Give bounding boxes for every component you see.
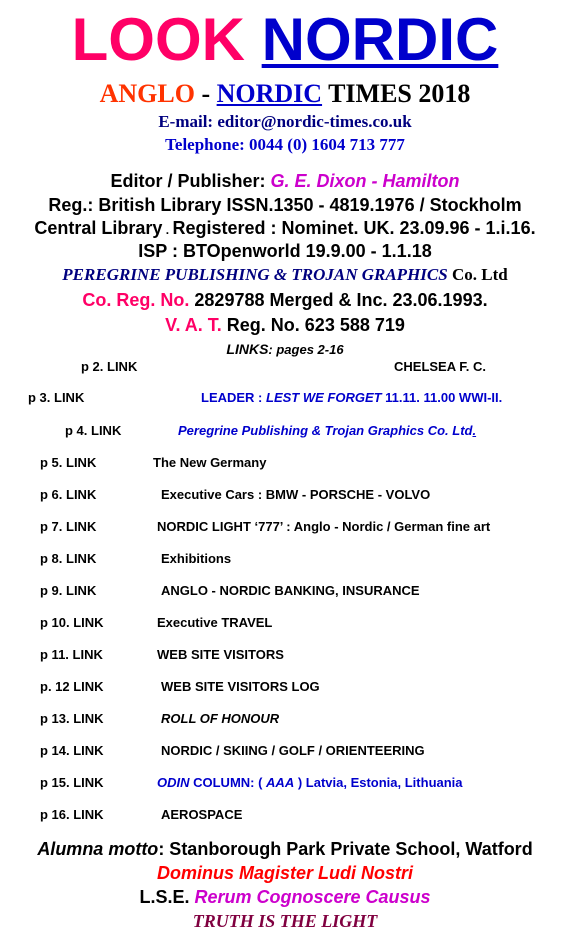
central-library-line [0, 217, 570, 241]
link-page-13[interactable]: p 13. LINK [40, 711, 104, 726]
editor-name: G. E. Dixon - Hamilton [270, 171, 460, 191]
central-library-dot: . [162, 223, 173, 237]
odin-column-text: COLUMN: ( [189, 775, 267, 790]
link-desc-visitors[interactable]: WEB SITE VISITORS [157, 647, 284, 662]
masthead-subtitle [0, 79, 570, 109]
link-desc-banking[interactable]: ANGLO - NORDIC BANKING, INSURANCE [161, 583, 420, 598]
vat-line [0, 314, 570, 336]
link-page-9[interactable]: p 9. LINK [40, 583, 97, 598]
email-line [0, 112, 570, 132]
link-desc-nordic-light[interactable]: NORDIC LIGHT ‘777’ : Anglo - Nordic / German fine art [157, 519, 491, 534]
masthead-title [0, 6, 570, 74]
subtitle-anglo: ANGLO [99, 79, 195, 108]
link-page-11[interactable]: p 11. LINK [40, 647, 103, 662]
publishing-line [0, 264, 570, 286]
subtitle-dash: - [194, 79, 217, 108]
leader-date: 11.11. 11.00 WWI-II. [381, 390, 503, 405]
link-desc-roll-of-honour[interactable]: ROLL OF HONOUR [161, 711, 280, 726]
odin-label: ODIN [157, 775, 190, 790]
lest-we-forget: LEST WE FORGET [266, 390, 382, 405]
isp-line: ISP : BTOpenworld 19.9.00 - 1.1.18 [138, 241, 432, 261]
link-desc-peregrine[interactable] [178, 423, 476, 438]
link-page-10[interactable]: p 10. LINK [40, 615, 104, 630]
links-label: LINKS [226, 341, 269, 357]
subtitle-rest: TIMES 2018 [322, 79, 471, 108]
lse-motto: Rerum Cognoscere Causus [194, 887, 431, 907]
link-page-2[interactable]: p 2. LINK [81, 359, 138, 374]
link-page-12[interactable]: p. 12 LINK [40, 679, 104, 694]
lse-line [0, 886, 570, 908]
links-pages: : pages 2-16 [268, 342, 344, 357]
link-page-14[interactable]: p 14. LINK [40, 743, 104, 758]
truth-line: TRUTH IS THE LIGHT [192, 911, 378, 931]
company-reg-value: 2829788 Merged & Inc. 23.06.1993. [189, 290, 488, 310]
link-desc-new-germany[interactable]: The New Germany [153, 455, 267, 470]
publishing-suffix: Co. Ltd [447, 265, 508, 284]
link-desc-skiing[interactable]: NORDIC / SKIING / GOLF / ORIENTEERING [161, 743, 425, 758]
vat-value: Reg. No. 623 588 719 [221, 315, 405, 335]
alumna-motto-value: : Stanborough Park Private School, Watford [158, 839, 533, 859]
editor-line [0, 170, 570, 192]
link-page-15[interactable]: p 15. LINK [40, 775, 104, 790]
link-desc-visitors-log[interactable]: WEB SITE VISITORS LOG [161, 679, 320, 694]
central-library-label: Central Library [34, 218, 163, 238]
email-label: E-mail: [158, 112, 218, 131]
link-page-8[interactable]: p 8. LINK [40, 551, 97, 566]
link-page-7[interactable]: p 7. LINK [40, 519, 97, 534]
link-page-3[interactable]: p 3. LINK [28, 390, 85, 405]
telephone-line: Telephone: 0044 (0) 1604 713 777 [165, 135, 405, 154]
editor-label: Editor / Publisher: [110, 171, 271, 191]
link-desc-executive-cars[interactable]: Executive Cars : BMW - PORSCHE - VOLVO [161, 487, 431, 502]
alumna-motto-line [0, 838, 570, 860]
company-reg-line [0, 289, 570, 311]
odin-aaa: AAA [266, 775, 295, 790]
nominet-registration: Registered : Nominet. UK. 23.09.96 - 1.i.16. [172, 218, 536, 238]
link-desc-travel[interactable]: Executive TRAVEL [157, 615, 273, 630]
link-desc-exhibitions[interactable]: Exhibitions [161, 551, 232, 566]
link-desc-chelsea[interactable]: CHELSEA F. C. [394, 359, 486, 374]
link-desc-aerospace[interactable]: AEROSPACE [161, 807, 243, 822]
alumna-motto-label: Alumna motto [37, 839, 159, 859]
link-desc-leader[interactable] [201, 390, 502, 405]
link-page-6[interactable]: p 6. LINK [40, 487, 97, 502]
odin-countries: ) Latvia, Estonia, Lithuania [294, 775, 463, 790]
publishing-name: PEREGRINE PUBLISHING & TROJAN GRAPHICS [62, 265, 448, 284]
title-look: LOOK [71, 6, 245, 73]
vat-label: V. A. T. [165, 315, 222, 335]
lse-label: L.S.E. [139, 887, 195, 907]
link-desc-odin-column[interactable] [157, 775, 463, 790]
dominus-line: Dominus Magister Ludi Nostri [156, 863, 414, 883]
peregrine-dot: . [472, 423, 477, 438]
registration-line: Reg.: British Library ISSN.1350 - 4819.1976 / Stockholm [48, 195, 522, 215]
link-page-5[interactable]: p 5. LINK [40, 455, 97, 470]
leader-label: LEADER : [201, 390, 266, 405]
link-page-4[interactable]: p 4. LINK [65, 423, 122, 438]
peregrine-text: Peregrine Publishing & Trojan Graphics Co. Ltd [178, 423, 473, 438]
subtitle-nordic: NORDIC [216, 79, 323, 108]
email-link[interactable]: editor@nordic-times.co.uk [217, 112, 412, 131]
link-page-16[interactable]: p 16. LINK [40, 807, 104, 822]
title-nordic: NORDIC [261, 6, 499, 73]
links-heading [0, 340, 570, 359]
company-reg-label: Co. Reg. No. [82, 290, 190, 310]
